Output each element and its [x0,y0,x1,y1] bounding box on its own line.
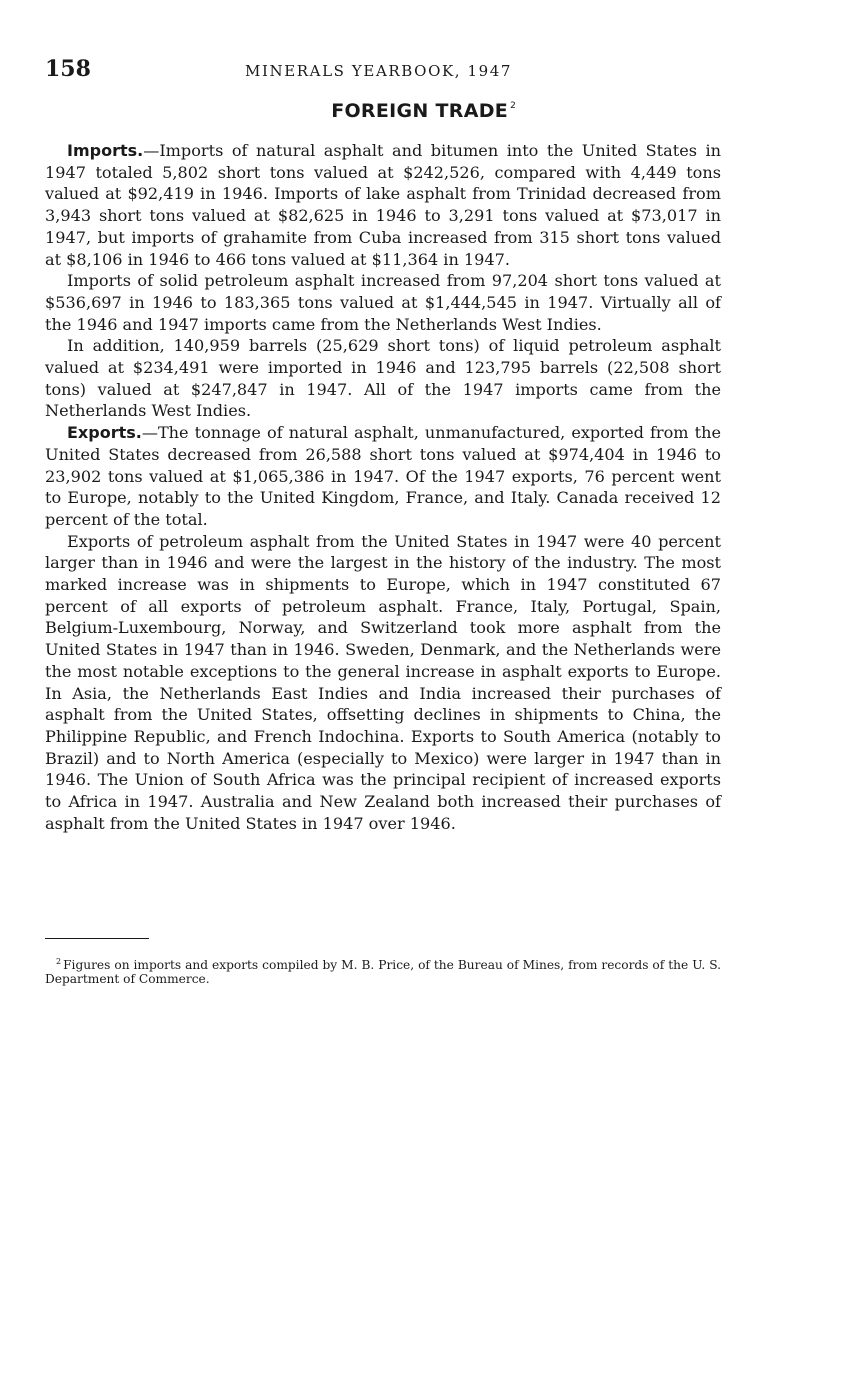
paragraph-text: In addition, 140,959 barrels (25,629 short tons) of liquid petroleum asphalt valued at $234,491 were imported in 1946 and 123,795 barrels (22,508 short tons) valued at $247,847 in 1947. All of the 1947 imports came from the Netherlands West Indies. [45,336,721,421]
footnote [45,955,721,986]
paragraph-text: —Imports of natural asphalt and bitumen into the United States in 1947 totaled 5,802 short tons valued at $242,526, compared with 4,449 tons valued at $92,419 in 1946. Imports of lake asphalt from Trinidad decreased from 3,943 short tons valued at $82,625 in 1946 to 3,291 tons valued at $73,017 in 1947, but imports of grahamite from Cuba increased from 315 short tons valued at $8,106 in 1946 to 466 tons valued at $11,364 in 1947. [45,141,721,269]
section-heading [0,100,847,122]
paragraph-imports-natural [45,140,721,270]
paragraph-text: Exports of petroleum asphalt from the United States in 1947 were 40 percent larger than in 1946 and were the largest in the history of the industry. The most marked increase was in shipments to Europe, which in 1947 constituted 67 percent of all exports of petroleum asphalt. France, Italy, Portugal, Spain, Belgium-Luxembourg, Norway, and Switzerland took more asphalt from the United States in 1947 than in 1946. Sweden, Denmark, and the Netherlands were the most notable exceptions to the general increase in asphalt exports to Europe. In Asia, the Netherlands East Indies and India increased their purchases of asphalt from the United States, offsetting declines in shipments to China, the Philippine Republic, and French Indochina. Exports to South America (notably to Brazil) and to North America (especially to Mexico) were larger in 1947 than in 1946. The Union of South Africa was the principal recipient of increased exports to Africa in 1947. Australia and New Zealand both increased their purchases of asphalt from the United States in 1947 over 1946. [45,531,721,833]
paragraph-exports-natural [45,422,721,531]
footnote-text: Figures on imports and exports compiled by M. B. Price, of the Bureau of Mines, from records of the U. S. Department of Commerce. [45,958,721,986]
footnote-mark: 2 [56,957,62,966]
body-text [45,140,721,835]
running-title: MINERALS YEARBOOK, 1947 [245,62,513,80]
paragraph-text: —The tonnage of natural asphalt, unmanufactured, exported from the United States decreased from 26,588 short tons valued at $974,404 in 1946 to 23,902 tons valued at $1,065,386 in 1947. Of the 1947 exports, 76 percent went to Europe, notably to the United Kingdom, France, and Italy. Canada received 12 percent of the total. [45,423,721,529]
footnote-divider [45,938,149,939]
run-in-heading-exports: Exports. [67,423,142,443]
page-number: 158 [45,56,91,82]
paragraph-text: Imports of solid petroleum asphalt increased from 97,204 short tons valued at $536,697 in 1946 to 183,365 tons valued at $1,444,545 in 1947. Virtually all of the 1946 and 1947 imports came from the Netherlands West Indies. [45,271,721,334]
footnote-reference[interactable]: 2 [510,101,516,111]
paragraph-imports-solid [45,270,721,335]
paragraph-exports-petroleum [45,531,721,835]
section-title: FOREIGN TRADE [331,100,509,122]
running-head [45,52,725,88]
run-in-heading-imports: Imports. [67,141,144,160]
paragraph-imports-liquid [45,335,721,422]
